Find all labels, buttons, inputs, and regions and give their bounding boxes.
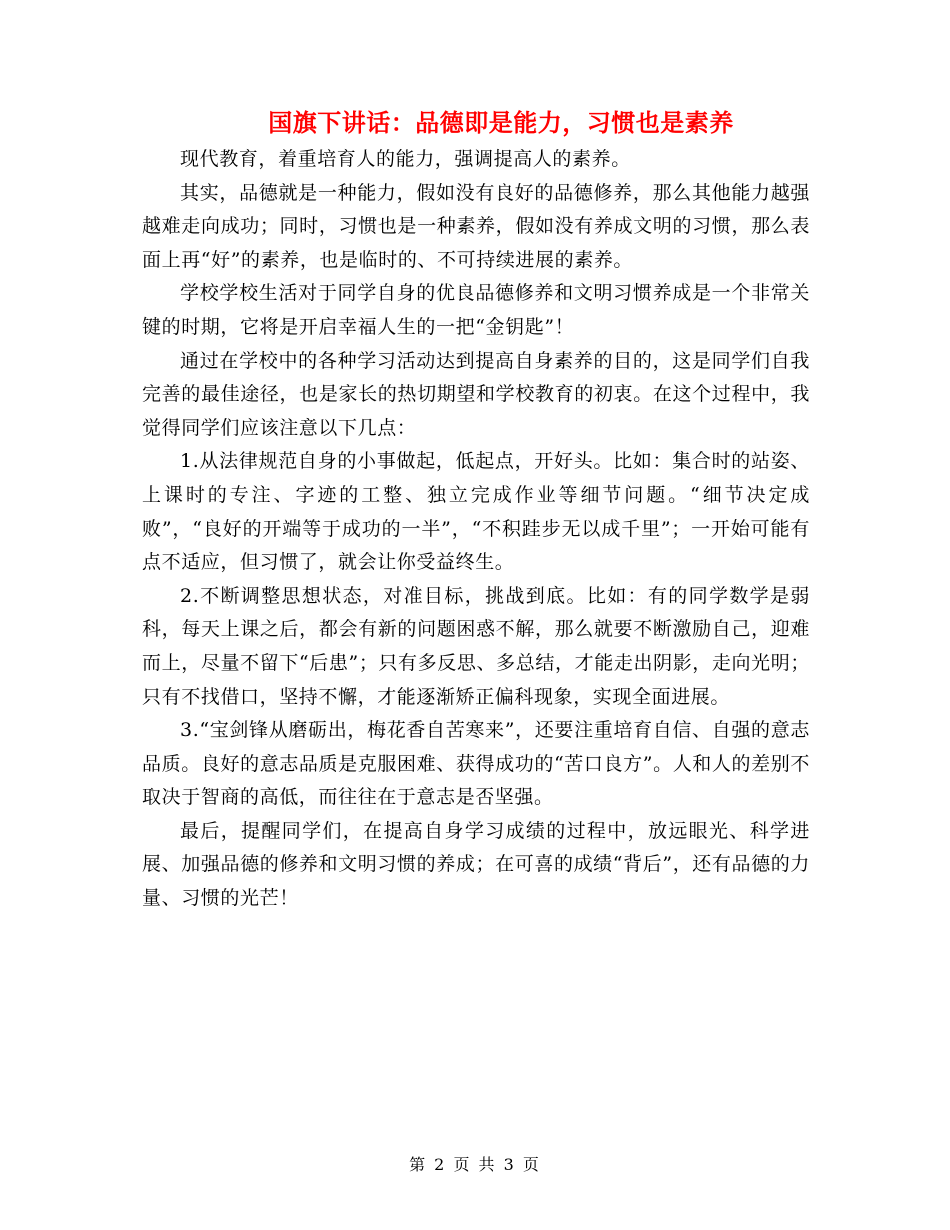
document-body (142, 143, 810, 916)
page-footer: 第 2 页 共 3 页 (409, 1155, 541, 1174)
paragraph-8: 最后，提醒同学们，在提高自身学习成绩的过程中，放远眼光、科学进展、加强品德的修养和文明习惯的养成；在可喜的成绩“背后”，还有品德的力量、习惯的光芒！ (142, 819, 810, 910)
paragraph-7: 3.“宝剑锋从磨砺出，梅花香自苦寒来”，还要注重培育自信、自强的意志品质。良好的意志品质是克服困难、获得成功的“苦口良方”。人和人的差别不取决于智商的高低，而往往在于意志是否坚强。 (142, 719, 810, 809)
paragraph-2: 其实，品德就是一种能力，假如没有良好的品德修养，那么其他能力越强越难走向成功；同时，习惯也是一种素养，假如没有养成文明的习惯，那么表面上再“好”的素养，也是临时的、不可持续进展的素养。 (142, 181, 810, 271)
page-title: 国旗下讲话：品德即是能力，习惯也是素养 (268, 109, 734, 137)
paragraph-5: 1.从法律规范自身的小事做起，低起点，开好头。比如：集合时的站姿、上课时的专注、字迹的工整、独立完成作业等细节问题。“细节决定成败”，“良好的开端等于成功的一半”，“不积跬步无以成千里”；一开始可能有点不适应，但习惯了，就会让你受益终生。 (142, 450, 810, 574)
paragraph-1: 现代教育，着重培育人的能力，强调提高人的素养。 (180, 148, 631, 170)
paragraph-3: 学校学校生活对于同学自身的优良品德修养和文明习惯养成是一个非常关键的时期，它将是开启幸福人生的一把“金钥匙”！ (142, 282, 810, 338)
paragraph-4: 通过在学校中的各种学习活动达到提高自身素养的目的，这是同学们自我完善的最佳途径，也是家长的热切期望和学校教育的初衷。在这个过程中，我觉得同学们应该注意以下几点： (142, 349, 810, 439)
paragraph-6: 2.不断调整思想状态，对准目标，挑战到底。比如：有的同学数学是弱科，每天上课之后，都会有新的问题困惑不解，那么就要不断激励自己，迎难而上，尽量不留下“后患”；只有多反思、多总结，才能走出阴影，走向光明；只有不找借口，坚持不懈，才能逐渐矫正偏科现象，实现全面进展。 (142, 584, 810, 708)
